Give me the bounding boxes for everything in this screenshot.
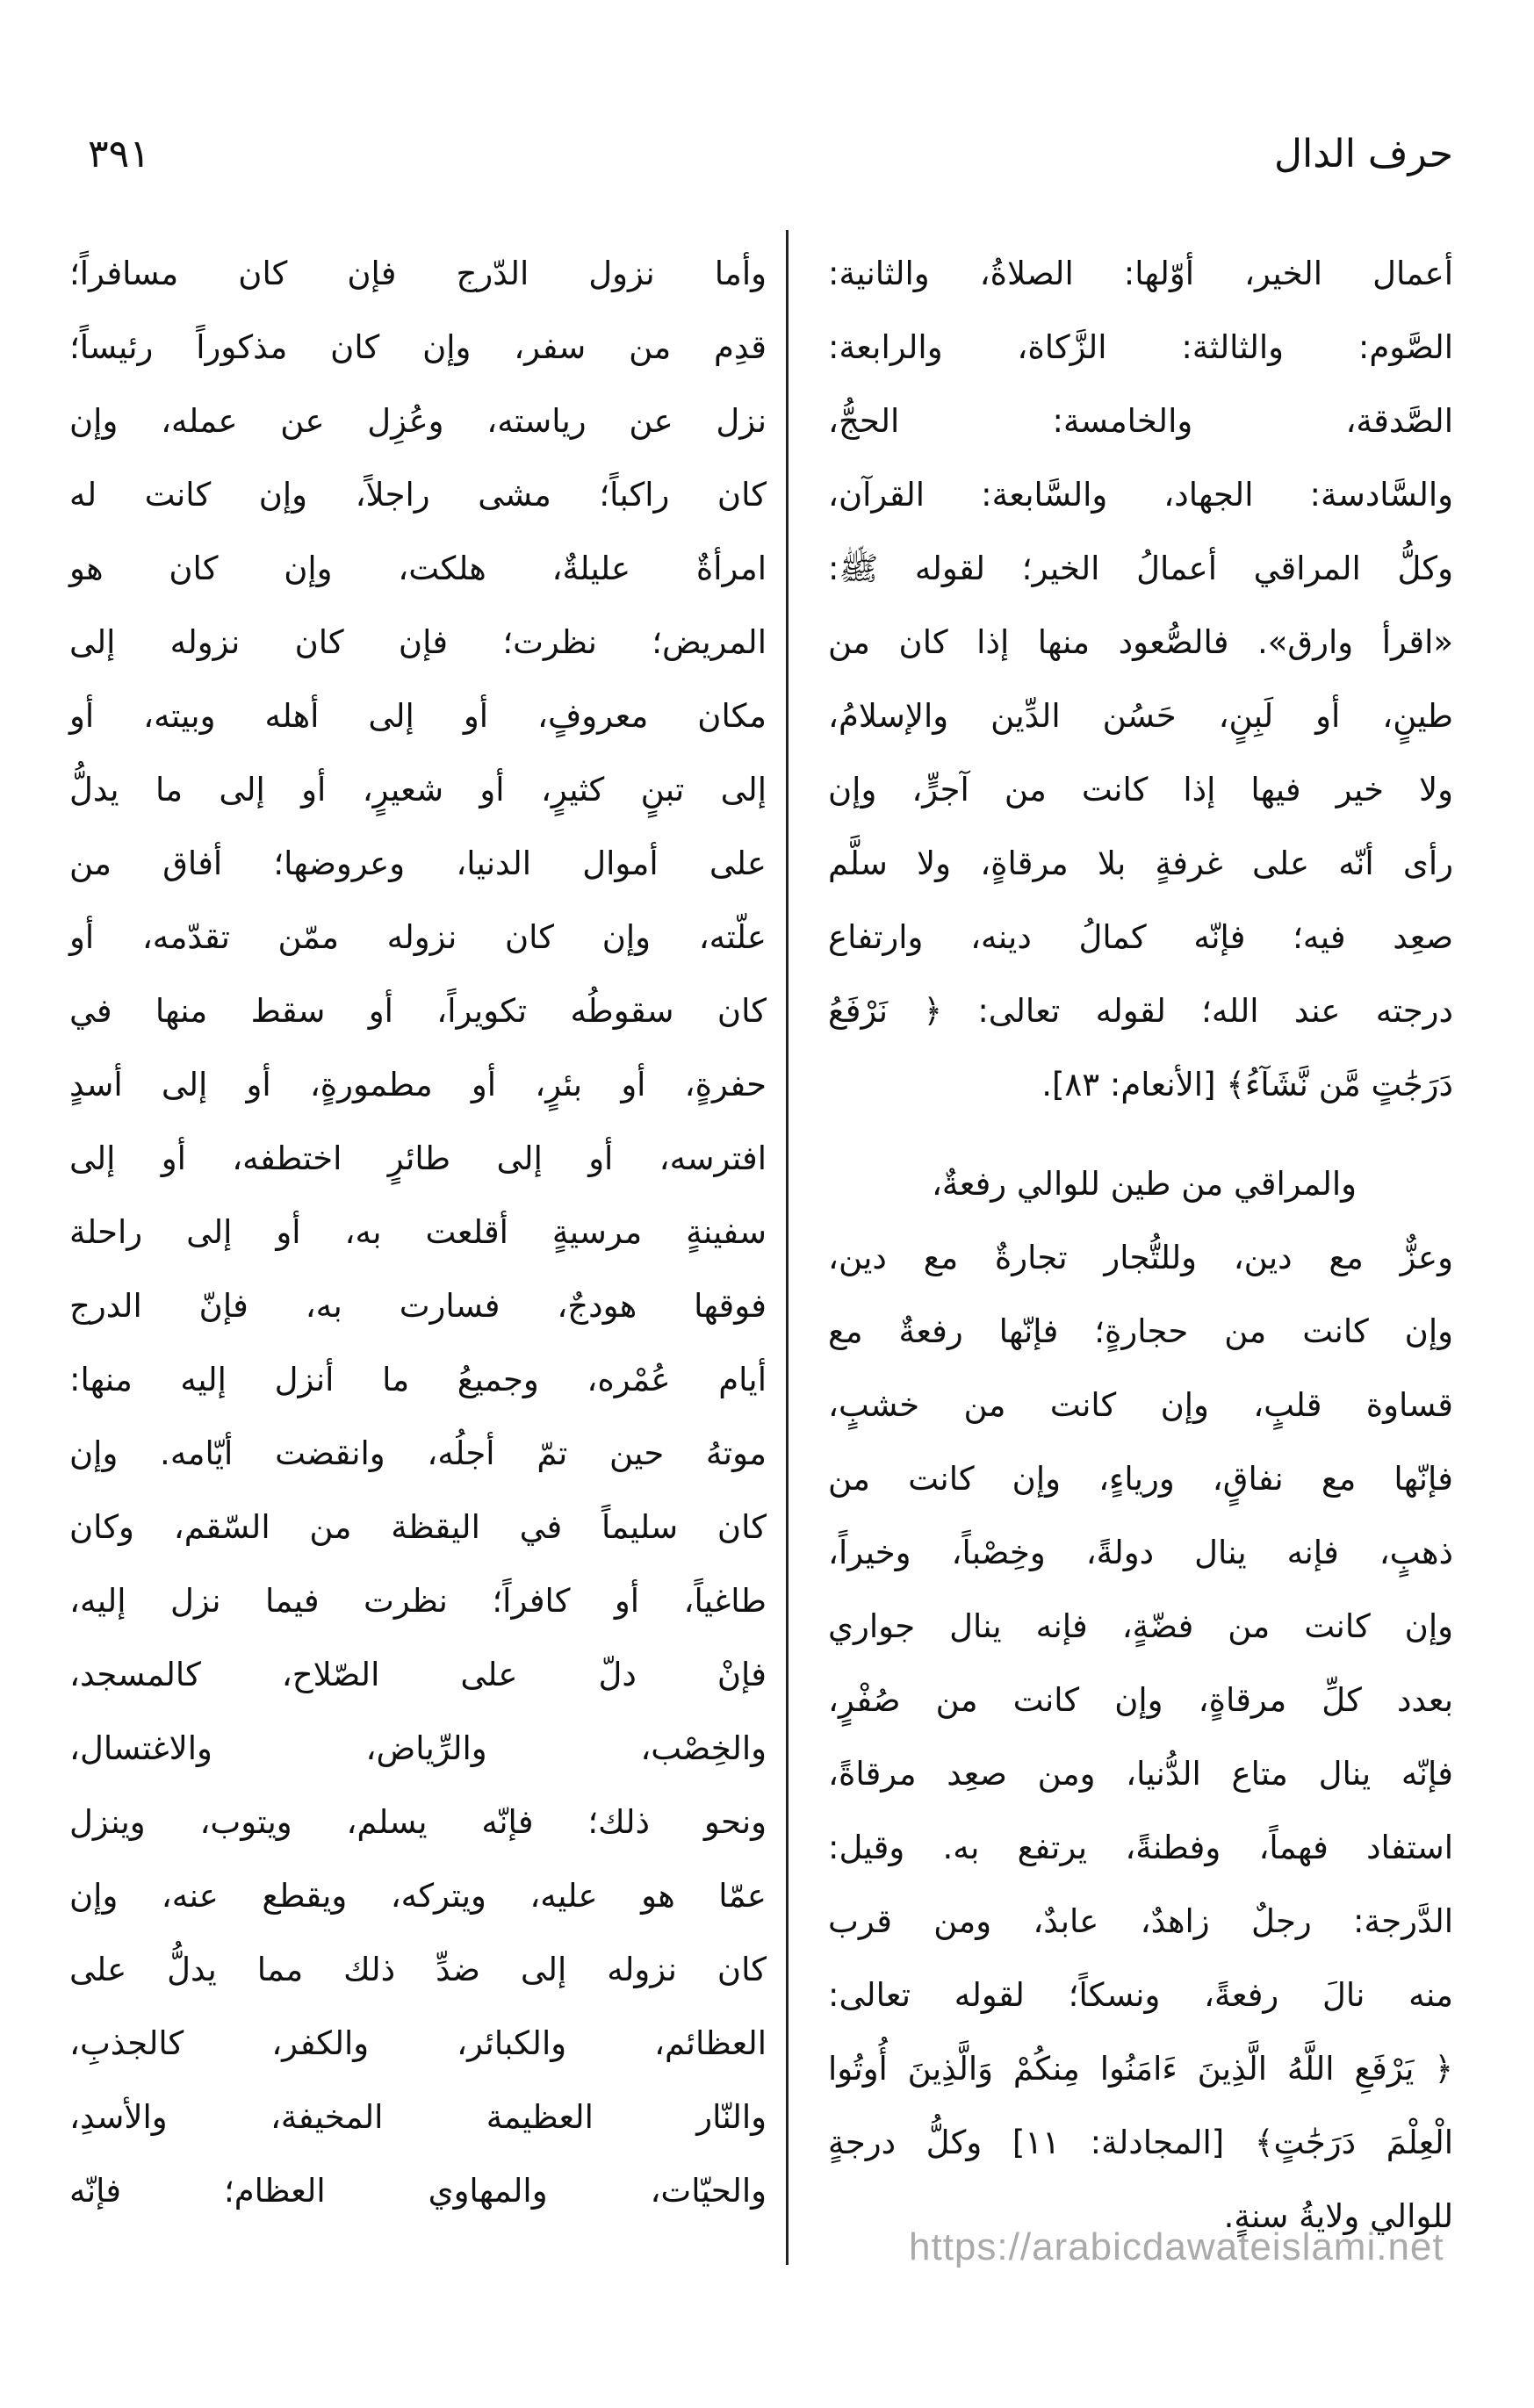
- text-line: صعِد فيه؛ فإنّه كمالُ دينه، وارتفاع: [828, 918, 1453, 956]
- text-line: على أموال الدنيا، وعروضها؛ أفاق من: [69, 845, 767, 882]
- watermark-url: https://arabicdawateislami.net: [909, 2225, 1444, 2268]
- text-line: أعمال الخير، أوّلها: الصلاةُ، والثانية:: [828, 255, 1453, 292]
- text-line: والخِصْب، والرِّياض، والاغتسال،: [69, 1729, 767, 1767]
- text-line: للوالي ولايةُ سنةٍ.: [1223, 2197, 1453, 2235]
- column-divider: [786, 230, 789, 2265]
- text-line: وإن كانت من فضّةٍ، فإنه ينال جواري: [828, 1607, 1453, 1645]
- text-line: مكان معروفٍ، أو إلى أهله وبيته، أو: [69, 697, 767, 735]
- text-line: وإن كانت من حجارةٍ؛ فإنّها رفعةٌ مع: [828, 1312, 1453, 1350]
- text-line: استفاد فهماً، وفطنةً، يرتفع به. وقيل:: [828, 1829, 1453, 1866]
- text-line: كان سقوطُه تكويراً، أو سقط منها في: [69, 992, 767, 1030]
- text-line: دَرَجَٰتٍ مَّن نَّشَآءُ﴾ [الأنعام: ٨٣].: [1041, 1066, 1453, 1103]
- text-line: طاغياً، أو كافراً؛ نظرت فيما نزل إليه،: [69, 1582, 767, 1620]
- text-line: ذهبٍ، فإنه ينال دولةً، وخِصْباً، وخيراً،: [828, 1534, 1453, 1571]
- text-line: العظائم، والكبائر، والكفر، كالجذبِ،: [69, 2024, 767, 2062]
- text-line: عمّا هو عليه، ويتركه، ويقطع عنه، وإن: [69, 1877, 767, 1915]
- text-line: كان راكباً؛ مشى راجلاً، وإن كانت له: [69, 476, 767, 514]
- text-line: وعزٌّ مع دين، وللتُّجار تجارةٌ مع دين،: [828, 1239, 1453, 1276]
- text-line: قدِم من سفر، وإن كان مذكوراً رئيساً؛: [69, 328, 767, 366]
- text-line: وأما نزول الدّرج فإن كان مسافراً؛: [69, 255, 767, 292]
- text-line: الصَّدقة، والخامسة: الحجُّ،: [828, 402, 1453, 440]
- text-line: فإنْ دلّ على الصّلاح، كالمسجد،: [69, 1656, 767, 1693]
- text-line: موتهُ حين تمّ أجلُه، وانقضت أيّامه. وإن: [69, 1434, 767, 1472]
- text-line: منه نالَ رفعةً، ونسكاً؛ لقوله تعالى:: [828, 1976, 1453, 2014]
- text-line: فوقها هودجٌ، فسارت به، فإنّ الدرج: [69, 1287, 767, 1325]
- text-line: ﴿ يَرْفَعِ اللَّهُ الَّذِينَ ءَامَنُوا مِنكُمْ وَالَّذِينَ أُوتُوا: [828, 2050, 1453, 2088]
- text-line: حفرةٍ، أو بئرٍ، أو مطمورةٍ، أو إلى أسدٍ: [69, 1066, 767, 1103]
- text-line: ولا خير فيها إذا كانت من آجرٍّ، وإن: [828, 771, 1453, 809]
- text-line: كان نزوله إلى ضدِّ ذلك مما يدلُّ على: [69, 1951, 767, 1988]
- text-line: والنّار العظيمة المخيفة، والأسدِ،: [69, 2098, 767, 2136]
- text-line: فإنّها مع نفاقٍ، ورياءٍ، وإن كانت من: [828, 1460, 1453, 1498]
- text-line: قساوة قلبٍ، وإن كانت من خشبٍ،: [828, 1386, 1453, 1424]
- text-line: والحيّات، والمهاوي العظام؛ فإنّه: [69, 2172, 767, 2210]
- text-line: امرأةٌ عليلةٌ، هلكت، وإن كان هو: [69, 550, 767, 587]
- text-line: درجته عند الله؛ لقوله تعالى: ﴿ نَرْفَعُ: [828, 992, 1453, 1030]
- text-line: وكلُّ المراقي أعمالُ الخير؛ لقوله ﷺ:: [828, 550, 1453, 587]
- text-line: «اقرأ وارق». فالصُّعود منها إذا كان من: [828, 623, 1453, 661]
- page-number: ٣٩١: [88, 132, 150, 176]
- text-line: الصَّوم: والثالثة: الزَّكاة، والرابعة:: [828, 328, 1453, 366]
- text-line: كان سليماً في اليقظة من السّقم، وكان: [69, 1508, 767, 1546]
- text-line: بعدد كلِّ مرقاةٍ، وإن كانت من صُفْرٍ،: [828, 1681, 1453, 1719]
- text-line: والسَّادسة: الجهاد، والسَّابعة: القرآن،: [828, 476, 1453, 514]
- text-line: والمراقي من طين للوالي رفعةٌ،: [931, 1165, 1357, 1203]
- text-line: افترسه، أو إلى طائرٍ اختطفه، أو إلى: [69, 1139, 767, 1177]
- text-line: رأى أنّه على غرفةٍ بلا مرقاةٍ، ولا سلَّم: [828, 845, 1453, 882]
- text-line: سفينةٍ مرسيةٍ أقلعت به، أو إلى راحلة: [69, 1213, 767, 1251]
- text-line: الدَّرجة: رجلٌ زاهدٌ، عابدٌ، ومن قرب: [828, 1902, 1453, 1940]
- text-line: ونحو ذلك؛ فإنّه يسلم، ويتوب، وينزل: [69, 1803, 767, 1841]
- text-line: أيام عُمْره، وجميعُ ما أنزل إليه منها:: [69, 1361, 767, 1398]
- text-line: علّته، وإن كان نزوله ممّن تقدّمه، أو: [69, 918, 767, 956]
- text-line: نزل عن رياسته، وعُزِل عن عمله، وإن: [69, 402, 767, 440]
- text-line: فإنّه ينال متاع الدُّنيا، ومن صعِد مرقاةً،: [828, 1755, 1453, 1793]
- text-line: إلى تبنٍ كثيرٍ، أو شعيرٍ، أو إلى ما يدلُّ: [69, 771, 767, 809]
- text-line: المريض؛ نظرت؛ فإن كان نزوله إلى: [69, 623, 767, 661]
- chapter-title: حرف الدال: [1274, 132, 1453, 176]
- text-line: الْعِلْمَ دَرَجَٰتٍ﴾ [المجادلة: ١١] وكلُّ درجةٍ: [828, 2124, 1453, 2161]
- text-line: طينٍ، أو لَبِنٍ، حَسُن الدِّين والإسلامُ،: [828, 697, 1453, 735]
